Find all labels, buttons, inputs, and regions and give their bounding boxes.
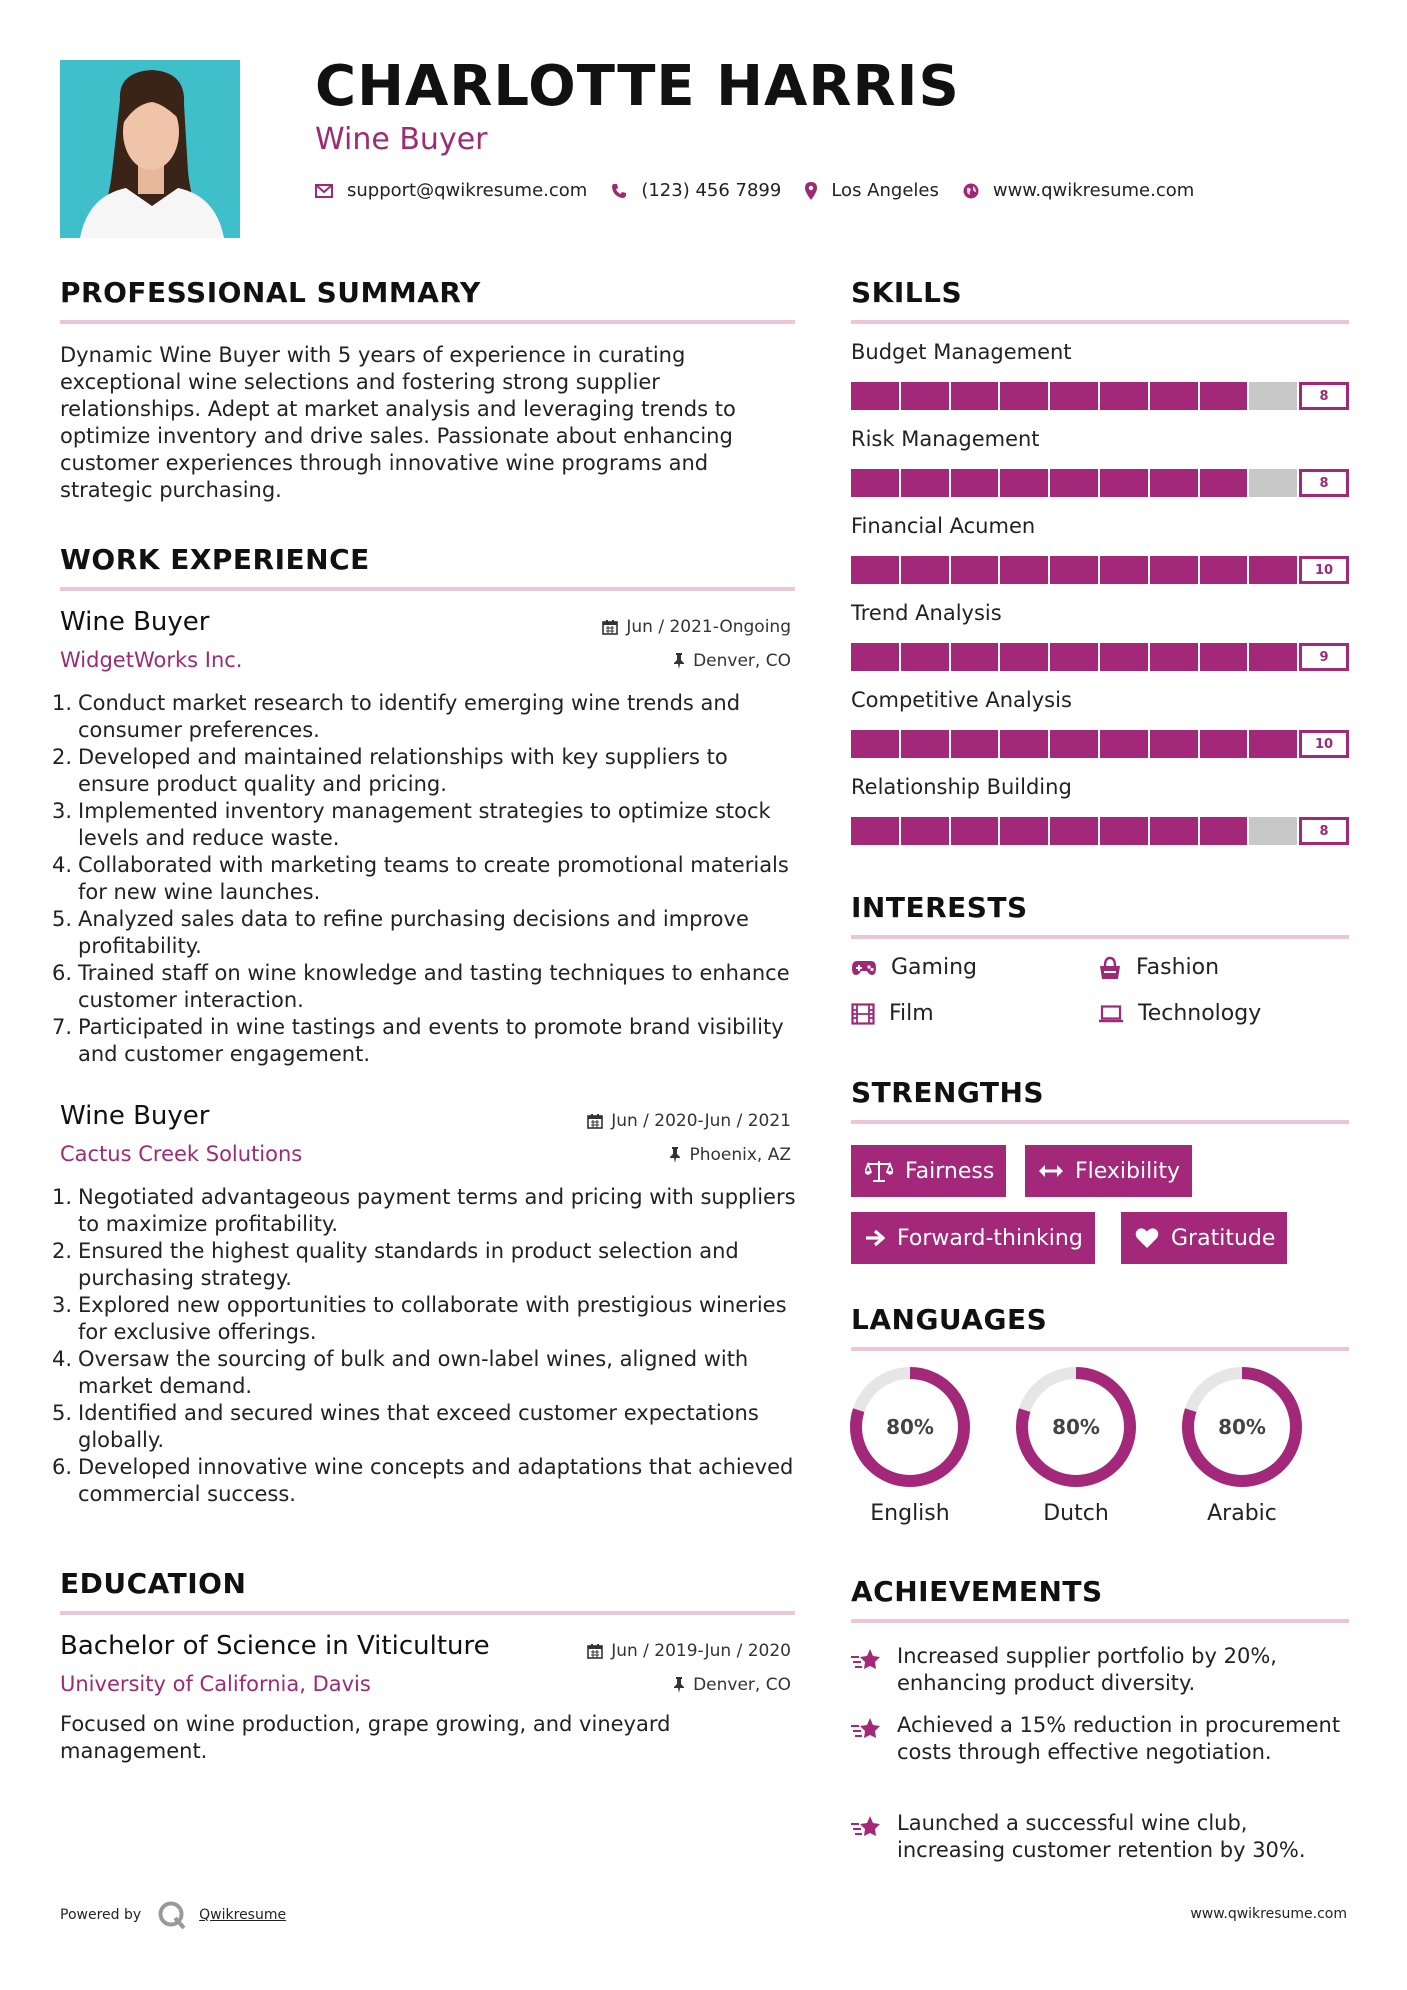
list-item: 4. Collaborated with marketing teams to create promotional materials for new wine launches. [52, 853, 789, 904]
skill-bar-segment [1000, 817, 1050, 845]
job-dates-text: Jun / 2020-Jun / 2021 [611, 1111, 791, 1131]
list-item: 6. Trained staff on wine knowledge and tasting techniques to enhance customer interaction. [52, 961, 790, 1012]
strength-label: Fairness [905, 1158, 995, 1184]
skill-bar-segment [901, 382, 951, 410]
skill-bar-segment [1100, 643, 1150, 671]
footer-powered-by [60, 1900, 286, 1930]
skill-bar-segment [1050, 730, 1100, 758]
footer-website[interactable]: www.qwikresume.com [1190, 1906, 1347, 1922]
interests-divider [851, 935, 1349, 939]
skill-name: Risk Management [851, 427, 1040, 451]
language-english [848, 1365, 972, 1526]
skill-bar-segment [1249, 643, 1299, 671]
strength-label: Gratitude [1171, 1225, 1276, 1251]
job-title: Wine Buyer [60, 607, 210, 637]
achievement-item [851, 1643, 1351, 1697]
interest-fashion [1098, 955, 1219, 980]
skill-level-bar [851, 469, 1349, 497]
contact-email-text: support@qwikresume.com [347, 180, 588, 201]
language-arabic [1180, 1365, 1304, 1526]
skill-bar-segment [1249, 556, 1299, 584]
skill-bar-segment [1000, 382, 1050, 410]
skill-bar-segment [1200, 469, 1250, 497]
skill-bar-segment [1200, 730, 1250, 758]
job-responsibilities [52, 1184, 797, 1508]
company-name: Cactus Creek Solutions [60, 1142, 303, 1166]
skill-name: Financial Acumen [851, 514, 1036, 538]
skill-bar-segment [851, 643, 901, 671]
achievements-divider [851, 1619, 1349, 1623]
list-item: 5. Identified and secured wines that exceed customer expectations globally. [52, 1401, 759, 1452]
skill-bar-segment [1200, 382, 1250, 410]
calendar-icon [587, 1113, 603, 1129]
skill-bar-segment [1050, 382, 1100, 410]
contact-phone-text: (123) 456 7899 [641, 180, 782, 201]
skill-bar-segment [901, 469, 951, 497]
strength-tag-flexibility [1025, 1145, 1192, 1197]
skill-level-bar [851, 643, 1349, 671]
candidate-name: CHARLOTTE HARRIS [315, 54, 960, 119]
list-item: 1. Conduct market research to identify emerging wine trends and consumer preferences. [52, 691, 741, 742]
language-percent: 80% [1218, 1415, 1266, 1439]
powered-by-label: Powered by [60, 1907, 142, 1923]
skill-level-bar [851, 382, 1349, 410]
summary-divider [60, 320, 795, 324]
list-item: 5. Analyzed sales data to refine purchasing decisions and improve profitability. [52, 907, 749, 958]
skill-bar-segment [851, 469, 901, 497]
summary-text: Dynamic Wine Buyer with 5 years of experience in curating exceptional wine selections and fostering strong supplier relationships. Adept at market analysis and leveraging trends to optimize inventory and drive sales. Passionate about enhancing customer experiences through innovative wine programs and strategic purchasing. [60, 343, 736, 502]
experience-divider [60, 587, 795, 591]
skill-name: Relationship Building [851, 775, 1072, 799]
strength-label: Flexibility [1075, 1158, 1180, 1184]
strength-tag-fairness [851, 1145, 1006, 1197]
skill-bar-segment [951, 643, 1001, 671]
skill-bar-segment [901, 730, 951, 758]
language-progress-ring [1180, 1365, 1304, 1489]
laptop-icon [1098, 1005, 1124, 1023]
contact-bar [315, 180, 1218, 201]
skill-bar-segment [901, 643, 951, 671]
list-item: 2. Developed and maintained relationships with key suppliers to ensure product quality and pricing. [52, 745, 728, 796]
shooting-star-icon [851, 1716, 881, 1742]
skill-level-value: 8 [1299, 469, 1349, 497]
qwikresume-link[interactable]: Qwikresume [199, 1907, 287, 1923]
language-progress-ring [1014, 1365, 1138, 1489]
language-name: English [870, 1501, 950, 1526]
skill-bar-segment [901, 556, 951, 584]
strengths-divider [851, 1120, 1349, 1124]
interest-film [851, 1001, 934, 1026]
contact-website[interactable] [963, 180, 1194, 201]
skill-bar-segment [1100, 817, 1150, 845]
pushpin-icon [673, 653, 685, 669]
skill-bar-segment [1000, 469, 1050, 497]
job-dates [602, 617, 791, 637]
skill-level-bar [851, 817, 1349, 845]
job-title: Wine Buyer [60, 1101, 210, 1131]
interest-label: Film [889, 1001, 934, 1026]
education-description: Focused on wine production, grape growing, and vineyard management. [60, 1712, 671, 1763]
skill-bar-segment [1200, 817, 1250, 845]
skill-bar-segment [951, 817, 1001, 845]
skills-heading: SKILLS [851, 276, 963, 309]
interest-label: Fashion [1136, 955, 1220, 980]
achievement-text: Increased supplier portfolio by 20%, enhancing product diversity. [897, 1644, 1277, 1695]
skill-bar-segment [1000, 730, 1050, 758]
skill-bar-segment [1050, 817, 1100, 845]
qwikresume-logo-icon [157, 1900, 187, 1930]
skill-bar-segment [1100, 382, 1150, 410]
skill-bar-segment [1249, 469, 1299, 497]
film-icon [851, 1003, 875, 1025]
language-dutch [1014, 1365, 1138, 1526]
skill-bar-segment [1249, 730, 1299, 758]
job-location-text: Denver, CO [693, 651, 791, 671]
skill-name: Budget Management [851, 340, 1072, 364]
calendar-icon [602, 619, 618, 635]
skill-bar-segment [1200, 556, 1250, 584]
company-name: WidgetWorks Inc. [60, 648, 243, 672]
language-name: Arabic [1207, 1501, 1277, 1526]
strength-label: Forward-thinking [897, 1225, 1083, 1251]
list-item: 4. Oversaw the sourcing of bulk and own-label wines, aligned with market demand. [52, 1347, 749, 1398]
skill-bar-segment [851, 556, 901, 584]
pushpin-icon [673, 1677, 685, 1693]
languages-heading: LANGUAGES [851, 1303, 1048, 1336]
education-dates [587, 1641, 791, 1661]
contact-phone[interactable] [611, 180, 781, 201]
contact-location-text: Los Angeles [831, 180, 939, 201]
skill-level-bar [851, 556, 1349, 584]
pushpin-icon [669, 1147, 681, 1163]
skill-bar-segment [1150, 643, 1200, 671]
skill-bar-segment [1050, 469, 1100, 497]
skill-bar-segment [1150, 382, 1200, 410]
education-dates-text: Jun / 2019-Jun / 2020 [611, 1641, 791, 1661]
shopping-bag-icon [1098, 956, 1122, 980]
list-item: 6. Developed innovative wine concepts and adaptations that achieved commercial success. [52, 1455, 794, 1506]
skill-bar-segment [1050, 556, 1100, 584]
school-name: University of California, Davis [60, 1672, 371, 1696]
skill-bar-segment [1100, 469, 1150, 497]
skill-bar-segment [951, 469, 1001, 497]
degree-title: Bachelor of Science in Viticulture [60, 1631, 490, 1661]
skill-bar-segment [851, 817, 901, 845]
envelope-icon [315, 184, 333, 198]
job-location [673, 651, 791, 671]
skill-level-value: 10 [1299, 556, 1349, 584]
interest-gaming [851, 955, 977, 980]
skill-bar-segment [1100, 730, 1150, 758]
job-location-text: Phoenix, AZ [689, 1145, 791, 1165]
interest-label: Gaming [891, 955, 977, 980]
skill-bar-segment [851, 382, 901, 410]
achievement-item [851, 1810, 1351, 1864]
language-progress-ring [848, 1365, 972, 1489]
skill-level-bar [851, 730, 1349, 758]
achievement-text: Launched a successful wine club, increasing customer retention by 30%. [897, 1811, 1306, 1862]
skill-bar-segment [1150, 817, 1200, 845]
interest-label: Technology [1138, 1001, 1262, 1026]
shooting-star-icon [851, 1814, 881, 1840]
profile-photo [60, 60, 240, 238]
skill-bar-segment [951, 556, 1001, 584]
skills-divider [851, 320, 1349, 324]
strengths-heading: STRENGTHS [851, 1076, 1045, 1109]
list-item: 1. Negotiated advantageous payment terms and pricing with suppliers to maximize profitability. [52, 1185, 796, 1236]
summary-heading: PROFESSIONAL SUMMARY [60, 276, 481, 309]
globe-icon [963, 183, 979, 199]
achievement-item [851, 1712, 1351, 1766]
arrow-right-icon [865, 1229, 885, 1247]
contact-location [805, 180, 939, 201]
skill-bar-segment [1150, 730, 1200, 758]
contact-email[interactable] [315, 180, 587, 201]
achievement-text: Achieved a 15% reduction in procurement costs through effective negotiation. [897, 1713, 1341, 1764]
achievements-heading: ACHIEVEMENTS [851, 1575, 1103, 1608]
job-responsibilities [52, 690, 797, 1068]
language-percent: 80% [886, 1415, 934, 1439]
skill-bar-segment [951, 730, 1001, 758]
arrows-horizontal-icon [1039, 1164, 1063, 1178]
experience-heading: WORK EXPERIENCE [60, 543, 370, 576]
balance-scale-icon [865, 1160, 893, 1182]
skill-bar-segment [1000, 556, 1050, 584]
heart-icon [1135, 1227, 1159, 1249]
candidate-title: Wine Buyer [315, 122, 488, 157]
skill-bar-segment [1150, 556, 1200, 584]
skill-bar-segment [1249, 382, 1299, 410]
skill-bar-segment [1249, 817, 1299, 845]
job-dates [587, 1111, 791, 1131]
calendar-icon [587, 1643, 603, 1659]
job-dates-text: Jun / 2021-Ongoing [626, 617, 791, 637]
shooting-star-icon [851, 1647, 881, 1673]
skill-level-value: 8 [1299, 817, 1349, 845]
list-item: 2. Ensured the highest quality standards in product selection and purchasing strategy. [52, 1239, 739, 1290]
language-percent: 80% [1052, 1415, 1100, 1439]
list-item: 3. Implemented inventory management strategies to optimize stock levels and reduce waste. [52, 799, 771, 850]
languages-divider [851, 1347, 1349, 1351]
skill-name: Competitive Analysis [851, 688, 1072, 712]
gamepad-icon [851, 959, 877, 977]
skill-bar-segment [951, 382, 1001, 410]
phone-icon [611, 183, 627, 199]
skill-bar-segment [1100, 556, 1150, 584]
list-item: 7. Participated in wine tastings and events to promote brand visibility and customer engagement. [52, 1015, 784, 1066]
map-pin-icon [805, 182, 817, 200]
skill-bar-segment [851, 730, 901, 758]
skill-level-value: 9 [1299, 643, 1349, 671]
strength-tag-gratitude [1121, 1212, 1287, 1264]
list-item: 3. Explored new opportunities to collaborate with prestigious wineries for exclusive offerings. [52, 1293, 787, 1344]
strength-tag-forward-thinking [851, 1212, 1095, 1264]
skill-bar-segment [1200, 643, 1250, 671]
person-silhouette-icon [60, 60, 240, 238]
skill-bar-segment [1000, 643, 1050, 671]
skill-level-value: 8 [1299, 382, 1349, 410]
education-divider [60, 1611, 795, 1615]
contact-website-text: www.qwikresume.com [992, 180, 1195, 201]
language-name: Dutch [1043, 1501, 1109, 1526]
education-heading: EDUCATION [60, 1567, 247, 1600]
education-location-text: Denver, CO [693, 1675, 791, 1695]
skill-level-value: 10 [1299, 730, 1349, 758]
education-location [673, 1675, 791, 1695]
skill-bar-segment [901, 817, 951, 845]
interest-technology [1098, 1001, 1261, 1026]
skill-bar-segment [1150, 469, 1200, 497]
job-location [669, 1145, 791, 1165]
skill-bar-segment [1050, 643, 1100, 671]
interests-heading: INTERESTS [851, 891, 1028, 924]
skill-name: Trend Analysis [851, 601, 1002, 625]
